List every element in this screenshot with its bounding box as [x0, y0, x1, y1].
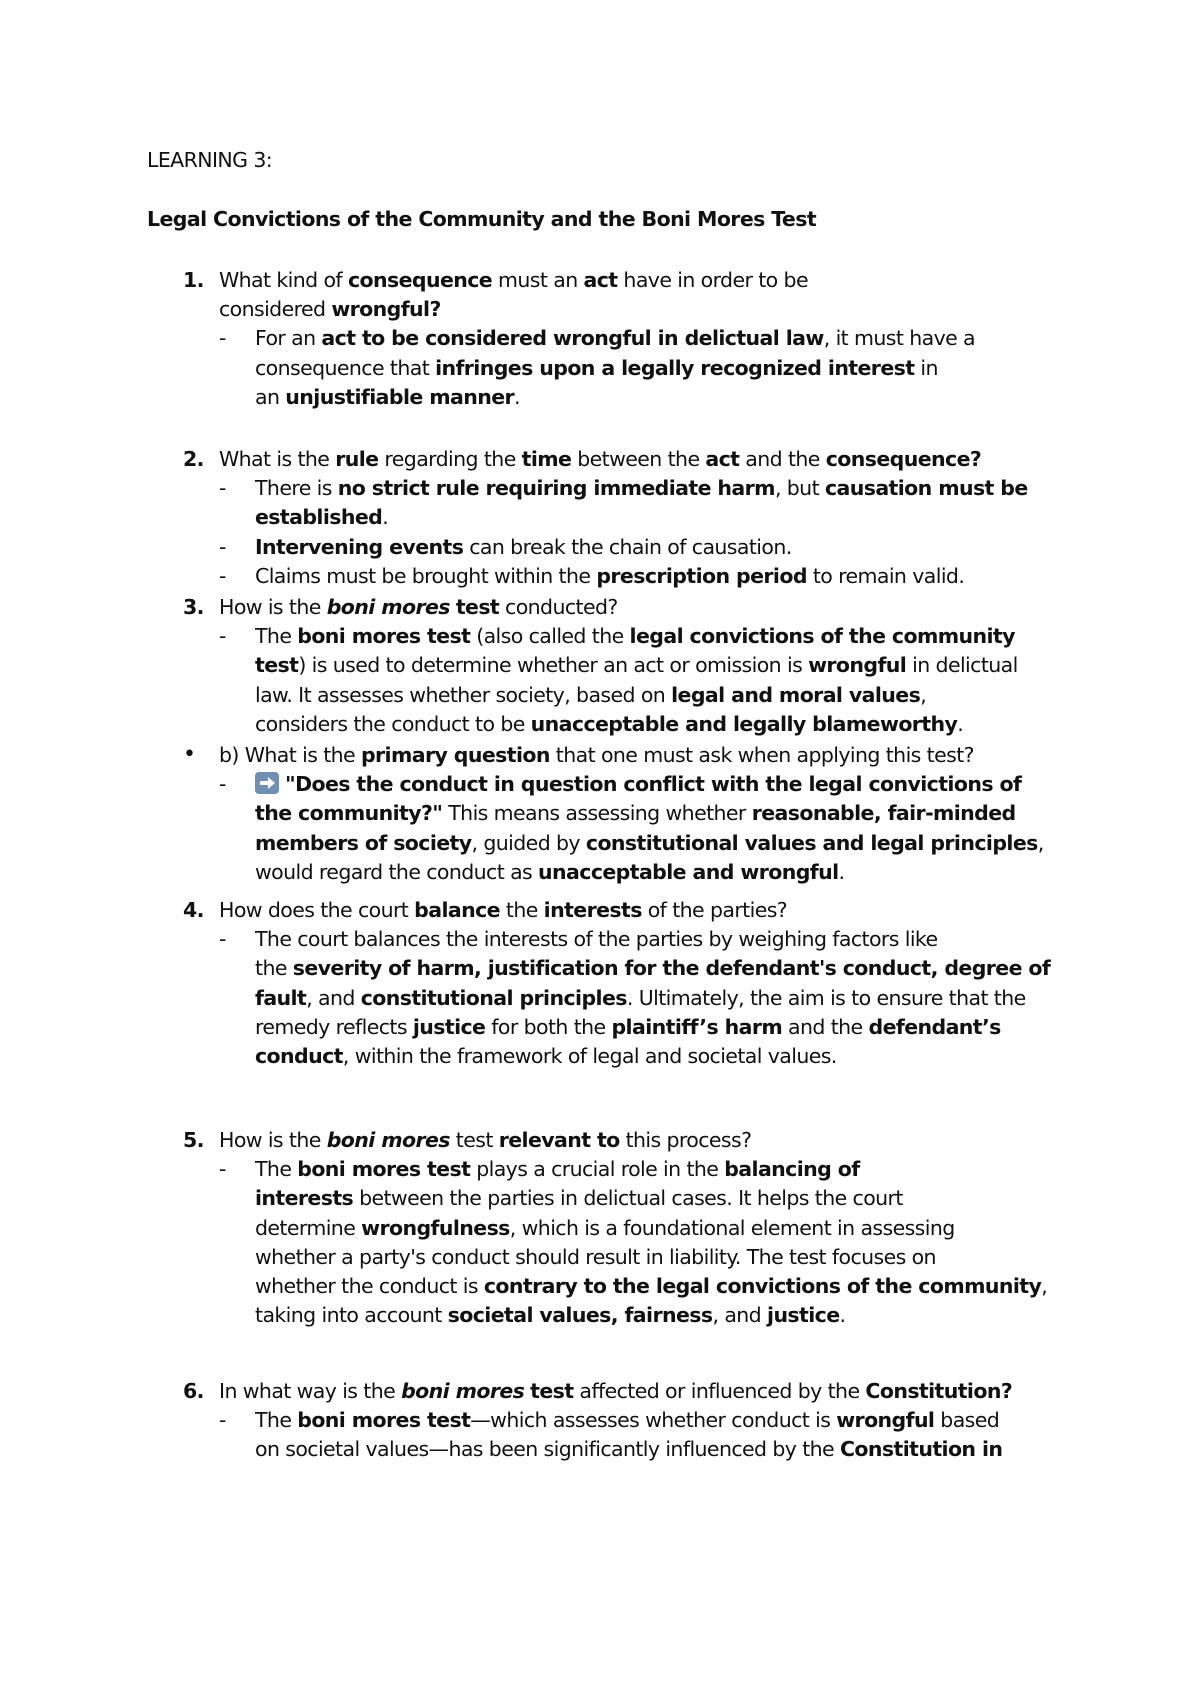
question-number: 4.	[183, 898, 204, 922]
document-title: LEARNING 3:	[147, 148, 273, 172]
question-text-line	[219, 266, 808, 295]
text-run: relevant to	[498, 1128, 620, 1152]
text-run: What is the	[219, 447, 336, 471]
text-run: in	[914, 355, 938, 380]
answer-dash: -	[219, 1157, 226, 1182]
text-run: The	[255, 624, 298, 649]
question-text-line	[219, 593, 618, 622]
question-number: 3.	[183, 595, 204, 619]
text-run: time	[521, 447, 572, 471]
text-run: fault	[255, 985, 307, 1010]
answer-text-line	[255, 681, 926, 710]
text-run: interests	[543, 898, 642, 922]
text-run: primary question	[360, 743, 550, 767]
text-run: considered	[219, 297, 332, 322]
text-run: boni mores	[326, 1128, 450, 1152]
text-run: act to be considered wrongful in delictual law	[321, 326, 824, 351]
text-run: ,	[1041, 1274, 1048, 1298]
answer-text-line	[255, 1042, 837, 1071]
answer-dash: -	[219, 927, 226, 952]
text-run: (also called the	[470, 624, 630, 649]
text-run: and the	[782, 1014, 869, 1039]
text-run: For an	[255, 326, 322, 351]
text-run: , and	[712, 1303, 768, 1328]
document-subtitle: Legal Convictions of the Community and the Boni Mores Test	[147, 207, 817, 231]
text-run: unacceptable and legally blameworthy	[530, 711, 958, 736]
answer-text-line	[255, 829, 1044, 858]
text-run: What kind of	[219, 268, 348, 292]
text-run: ,	[920, 682, 927, 707]
text-run: , which is a foundational element in assessing	[509, 1215, 955, 1240]
question-number: 6.	[183, 1379, 204, 1403]
text-run: justice	[767, 1303, 840, 1328]
text-run: taking into account	[255, 1303, 448, 1328]
text-run: legal convictions of the community	[629, 624, 1015, 649]
text-run: of the parties?	[641, 898, 788, 922]
text-run: in delictual	[906, 653, 1018, 678]
text-run: act	[583, 268, 618, 292]
right-arrow-icon	[255, 772, 279, 794]
text-run: boni mores test	[297, 624, 471, 649]
text-run: boni mores test	[297, 1157, 471, 1182]
text-run: , it must have a	[823, 326, 976, 351]
text-run: members of society	[255, 830, 472, 855]
answer-text-line	[255, 858, 844, 887]
text-run: societal values, fairness	[447, 1303, 713, 1328]
answer-text-line	[255, 1272, 1047, 1301]
text-run: determine	[255, 1215, 362, 1240]
text-run: interests	[255, 1186, 354, 1211]
answer-text-line	[255, 474, 1028, 503]
text-run: How does the court	[219, 898, 415, 922]
text-run: How is the	[219, 1128, 327, 1152]
text-run: The	[255, 1408, 298, 1433]
text-run: the community?"	[255, 801, 443, 826]
text-run: severity of harm, justification for the defendant's conduct, degree of	[292, 956, 1051, 981]
answer-text-line	[255, 1214, 955, 1243]
answer-text-line	[255, 770, 1021, 799]
text-run: . Ultimately, the aim is to ensure that the	[626, 985, 1026, 1010]
text-run: .	[514, 384, 520, 409]
answer-dash: -	[219, 563, 226, 588]
answer-text-line	[255, 984, 1026, 1013]
text-run: consequence that	[255, 355, 436, 380]
question-number: 1.	[183, 268, 204, 292]
text-run: This means assessing whether	[442, 801, 752, 826]
question-text-line	[219, 445, 981, 474]
text-run: can break the chain of causation.	[463, 534, 792, 559]
text-run: Constitution in	[839, 1437, 1003, 1462]
text-run: between the	[571, 447, 706, 471]
text-run: that one must ask when applying this test?	[549, 743, 974, 767]
text-run: between the parties in delictual cases. It helps the court	[353, 1186, 903, 1211]
text-run: affected or influenced by the	[573, 1379, 866, 1403]
text-run: and the	[739, 447, 826, 471]
bullet-marker: •	[183, 742, 196, 767]
answer-dash: -	[219, 1408, 226, 1433]
text-run: ) is used to determine whether an act or omission is	[298, 653, 809, 678]
answer-text-line	[255, 324, 975, 353]
text-run: boni mores	[401, 1379, 525, 1403]
answer-text-line	[255, 1243, 936, 1272]
text-run: plaintiff’s harm	[611, 1014, 783, 1039]
text-run: test	[255, 653, 299, 678]
text-run: for both the	[485, 1014, 612, 1039]
answer-dash: -	[219, 624, 226, 649]
text-run: the	[255, 956, 293, 981]
answer-dash: -	[219, 534, 226, 559]
text-run: .	[838, 859, 845, 884]
text-run: test	[530, 1379, 574, 1403]
text-run: rule	[335, 447, 379, 471]
text-run: —which assesses whether conduct is	[470, 1408, 837, 1433]
text-run: defendant’s	[868, 1014, 1001, 1039]
text-run: balancing of	[724, 1157, 860, 1182]
text-run: consequence?	[825, 447, 982, 471]
text-run: legal and moral values	[671, 682, 921, 707]
answer-text-line	[255, 925, 937, 954]
answer-text-line	[255, 1435, 1002, 1464]
text-run: whether the conduct is	[255, 1274, 484, 1298]
text-run: In what way is the	[219, 1379, 402, 1403]
text-run: on societal values—has been significantly influenced by the	[255, 1437, 840, 1462]
question-text-line	[219, 1377, 1012, 1406]
text-run: plays a crucial role in the	[470, 1157, 725, 1182]
text-run: "Does the conduct in question conflict with the legal convictions of	[285, 772, 1022, 797]
answer-text-line	[255, 354, 938, 383]
text-run: test	[455, 595, 500, 619]
text-run: Intervening events	[255, 534, 464, 559]
text-run: the	[499, 898, 544, 922]
text-run: reasonable, fair-minded	[751, 801, 1016, 826]
answer-text-line	[255, 1184, 903, 1213]
text-run: conducted?	[499, 595, 618, 619]
answer-text-line	[255, 1301, 845, 1330]
text-run: test	[449, 1128, 499, 1152]
text-run: .	[839, 1303, 846, 1328]
text-run: no strict rule requiring immediate harm	[337, 476, 775, 501]
answer-text-line	[255, 622, 1015, 651]
text-run: , and	[306, 985, 361, 1010]
text-run: wrongful?	[331, 297, 441, 322]
question-text-line	[219, 896, 787, 925]
text-run: an	[255, 384, 286, 409]
text-run: wrongfulness	[361, 1215, 510, 1240]
answer-dash: -	[219, 326, 226, 351]
answer-text-line	[255, 383, 520, 412]
answer-text-line	[255, 533, 792, 562]
text-run: , within the framework of legal and societal values.	[342, 1044, 837, 1068]
text-run: conduct	[255, 1044, 343, 1068]
text-run: boni mores test	[297, 1408, 471, 1433]
text-run: balance	[414, 898, 500, 922]
text-run: There is	[255, 476, 338, 501]
text-run: wrongful	[808, 653, 907, 678]
text-run: .	[957, 711, 964, 736]
text-run: , guided by	[471, 830, 586, 855]
text-run: The court balances the interests of the parties by weighing factors like	[255, 927, 938, 952]
question-number: 5.	[183, 1128, 204, 1152]
text-run: unjustifiable manner	[285, 384, 515, 409]
answer-text-line	[255, 651, 1018, 680]
text-run: must an	[492, 268, 584, 292]
text-run: would regard the conduct as	[255, 859, 539, 884]
text-run: constitutional values and legal principles	[585, 830, 1038, 855]
text-run: constitutional principles	[360, 985, 627, 1010]
text-run: have in order to be	[617, 268, 808, 292]
text-run: consequence	[347, 268, 493, 292]
answer-text-line	[255, 954, 1050, 983]
text-run: regarding the	[378, 447, 522, 471]
text-run: b) What is the	[219, 743, 361, 767]
question-text-line	[219, 1126, 751, 1155]
text-run: Constitution?	[865, 1379, 1013, 1403]
text-run: The	[255, 1157, 298, 1182]
text-run: prescription period	[596, 563, 807, 588]
text-run: ,	[1037, 830, 1044, 855]
text-run: boni mores	[326, 595, 450, 619]
answer-text-line	[255, 503, 388, 532]
answer-text-line	[255, 1155, 860, 1184]
question-number: 2.	[183, 447, 204, 471]
text-run: causation must be	[824, 476, 1028, 501]
text-run: Claims must be brought within the	[255, 563, 597, 588]
text-run: to remain valid.	[806, 563, 965, 588]
answer-text-line	[255, 710, 963, 739]
text-run: unacceptable and wrongful	[538, 859, 839, 884]
answer-text-line	[255, 562, 964, 591]
text-run: remedy reflects	[255, 1014, 413, 1039]
text-run: based	[934, 1408, 1000, 1433]
text-run: justice	[412, 1014, 486, 1039]
question-text-line	[219, 741, 974, 770]
text-run: wrongful	[836, 1408, 935, 1433]
text-run: .	[382, 505, 389, 530]
answer-text-line	[255, 799, 1016, 828]
text-run: established	[255, 505, 383, 530]
text-run: whether a party's conduct should result in liability. The test focuses on	[255, 1244, 936, 1269]
text-run: act	[705, 447, 740, 471]
answer-text-line	[255, 1406, 999, 1435]
text-run: How is the	[219, 595, 327, 619]
text-run: considers the conduct to be	[255, 711, 531, 736]
text-run: infringes upon a legally recognized interest	[435, 355, 915, 380]
answer-text-line	[255, 1013, 1001, 1042]
text-run: this process?	[619, 1128, 752, 1152]
question-text-line	[219, 295, 441, 324]
text-run: law. It assesses whether society, based on	[255, 682, 672, 707]
answer-dash: -	[219, 476, 226, 501]
text-run: , but	[774, 476, 825, 501]
answer-dash: -	[219, 772, 226, 797]
text-run: contrary to the legal convictions of the community	[483, 1274, 1042, 1298]
